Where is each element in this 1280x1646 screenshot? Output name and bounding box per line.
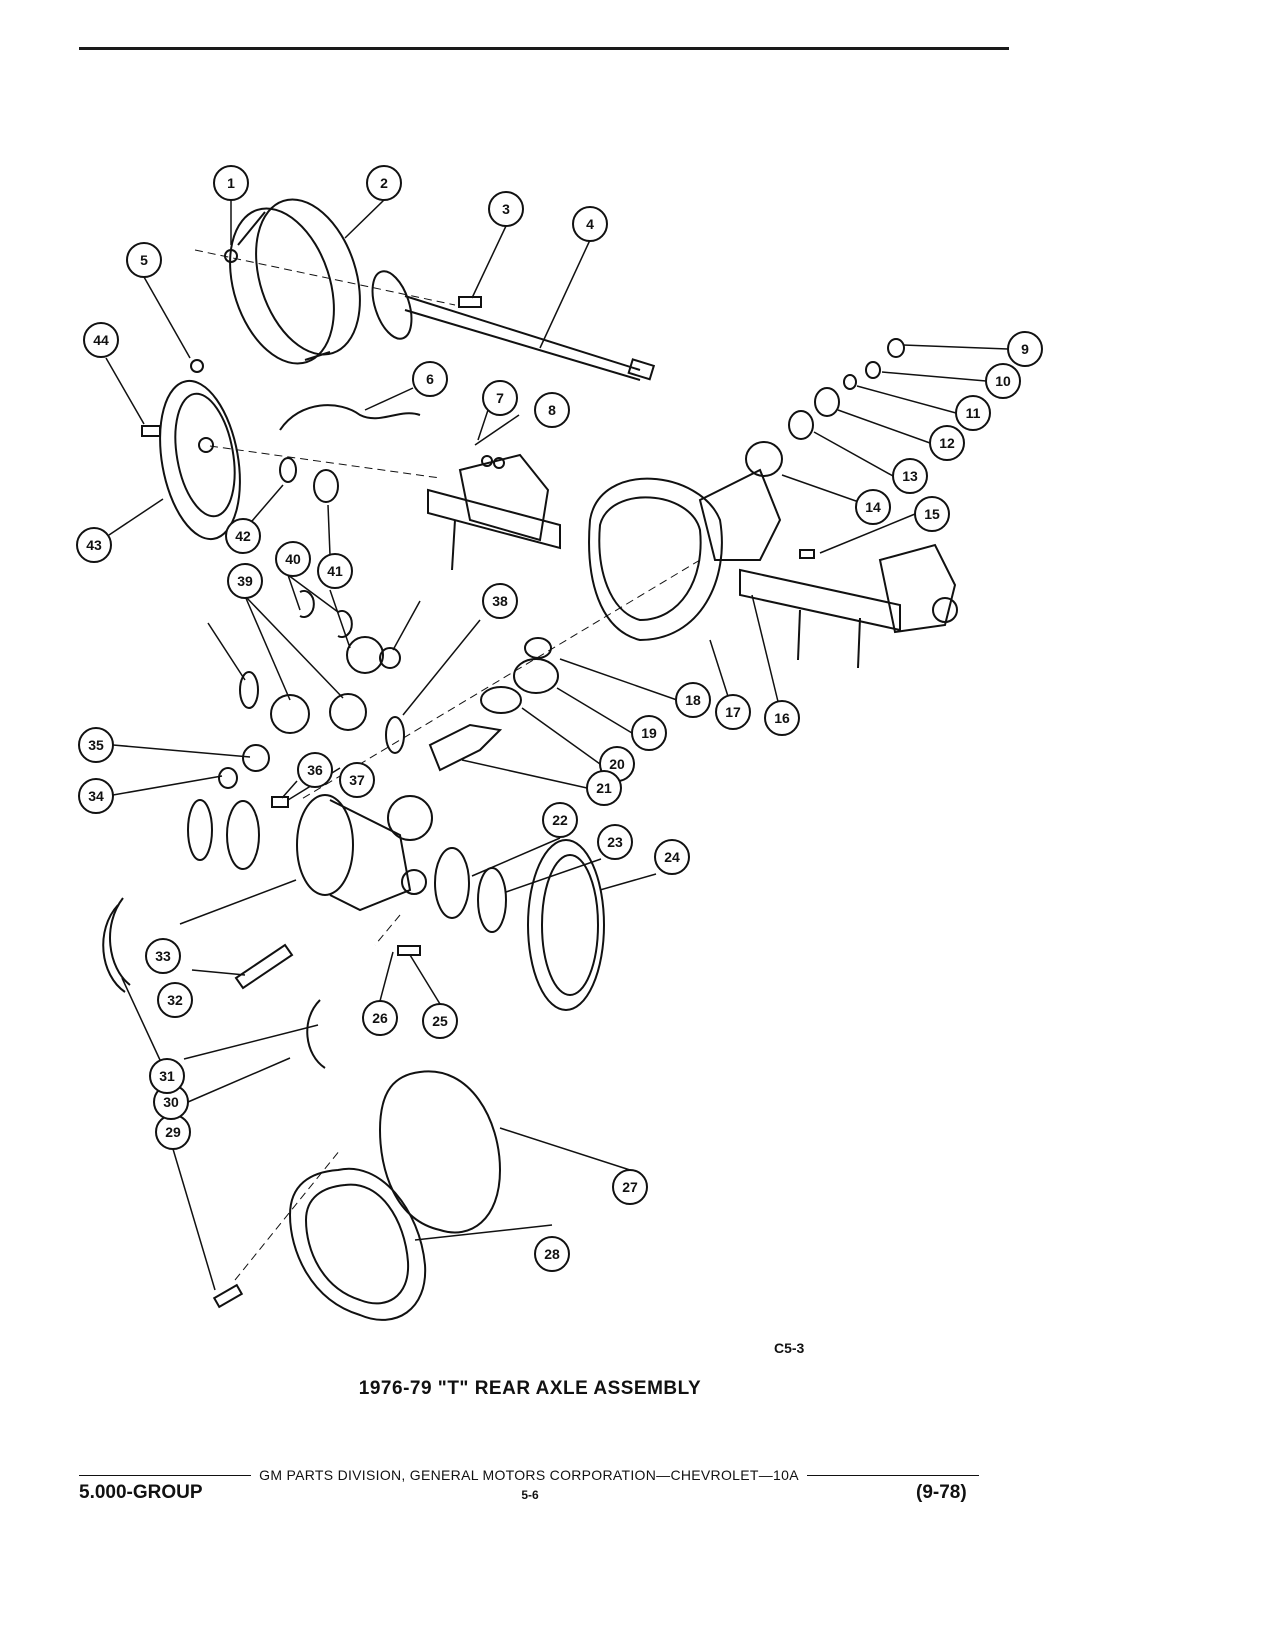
callout-11: 11 xyxy=(965,405,981,421)
bearing-caps-part xyxy=(103,898,325,1068)
callout-labels xyxy=(86,175,1029,1262)
callout-33: 33 xyxy=(155,948,171,964)
callout-21: 21 xyxy=(596,780,612,796)
figure-caption: 1976-79 "T" REAR AXLE ASSEMBLY xyxy=(358,1378,702,1399)
callout-27: 27 xyxy=(622,1179,638,1195)
axle-housing-part xyxy=(428,455,957,668)
callout-40: 40 xyxy=(285,551,301,567)
callout-42: 42 xyxy=(235,528,251,544)
callout-20: 20 xyxy=(609,756,625,772)
leader-lines xyxy=(106,200,1008,1290)
callout-39: 39 xyxy=(237,573,253,589)
differential-case-part xyxy=(188,795,506,932)
footer-dash-right xyxy=(807,1475,979,1476)
footer-date: (9-78) xyxy=(916,1482,967,1503)
callout-31: 31 xyxy=(159,1068,175,1084)
footer-page-number: 5-6 xyxy=(521,1488,539,1502)
callout-28: 28 xyxy=(544,1246,560,1262)
callout-29: 29 xyxy=(165,1124,181,1140)
callout-4: 4 xyxy=(586,216,594,232)
footer-corporation-line xyxy=(79,1466,979,1484)
footer-group: 5.000-GROUP xyxy=(79,1482,203,1503)
callout-13: 13 xyxy=(902,468,918,484)
pinion-small-parts xyxy=(746,339,904,476)
figure-code: C5-3 xyxy=(774,1340,805,1356)
callout-9: 9 xyxy=(1021,341,1029,357)
callout-circles xyxy=(77,166,1042,1271)
callout-19: 19 xyxy=(641,725,657,741)
callout-24: 24 xyxy=(664,849,680,865)
callout-17: 17 xyxy=(725,704,741,720)
footer-corporation: GM PARTS DIVISION, GENERAL MOTORS CORPORATION—CHEVROLET—10A xyxy=(259,1467,799,1483)
differential-gears-part xyxy=(219,458,558,840)
callout-5: 5 xyxy=(140,252,148,268)
callout-23: 23 xyxy=(607,834,623,850)
footer-dash-left xyxy=(79,1475,251,1476)
callout-6: 6 xyxy=(426,371,434,387)
callout-8: 8 xyxy=(548,402,556,418)
callout-2: 2 xyxy=(380,175,388,191)
callout-34: 34 xyxy=(88,788,104,804)
callout-35: 35 xyxy=(88,737,104,753)
callout-15: 15 xyxy=(924,506,940,522)
gasket-and-cover-part xyxy=(214,1071,500,1320)
brake-drum-part xyxy=(212,186,379,377)
ring-gear-part xyxy=(528,840,604,1010)
callout-38: 38 xyxy=(492,593,508,609)
callout-37: 37 xyxy=(349,772,365,788)
callout-22: 22 xyxy=(552,812,568,828)
callout-1: 1 xyxy=(227,175,235,191)
callout-44: 44 xyxy=(93,332,109,348)
callout-12: 12 xyxy=(939,435,955,451)
callout-18: 18 xyxy=(685,692,701,708)
callout-41: 41 xyxy=(327,563,343,579)
callout-3: 3 xyxy=(502,201,510,217)
callout-26: 26 xyxy=(372,1010,388,1026)
callout-30: 30 xyxy=(163,1094,179,1110)
callout-25: 25 xyxy=(432,1013,448,1029)
callout-10: 10 xyxy=(995,373,1011,389)
callout-16: 16 xyxy=(774,710,790,726)
callout-7: 7 xyxy=(496,390,504,406)
axle-shaft-part xyxy=(365,266,654,380)
callout-14: 14 xyxy=(865,499,881,515)
callout-36: 36 xyxy=(307,762,323,778)
callout-43: 43 xyxy=(86,537,102,553)
callout-32: 32 xyxy=(167,992,183,1008)
misc-small-parts xyxy=(142,250,814,558)
